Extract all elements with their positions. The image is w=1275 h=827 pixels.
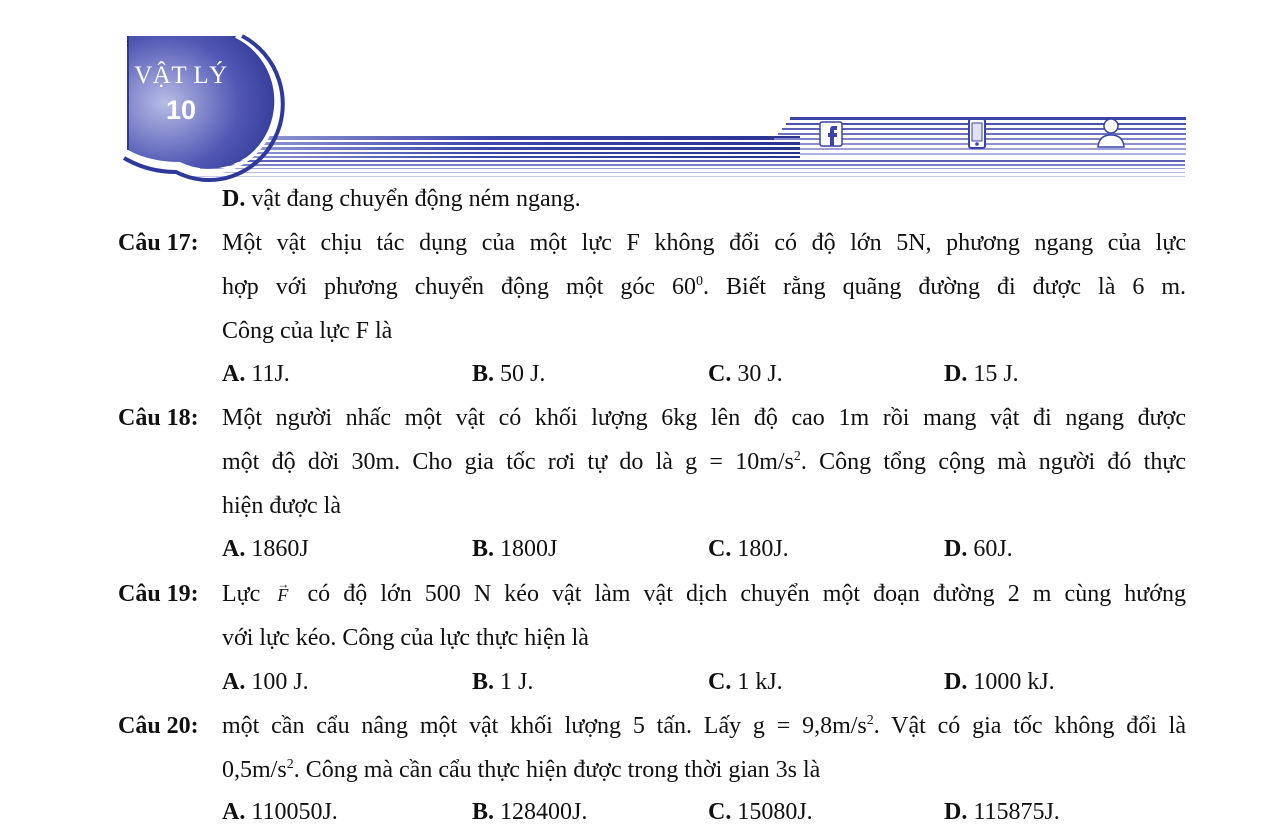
question-17-line-1: Một vật chịu tác dụng của một lực F không đổi có độ lớn 5N, phương ngang của lực	[222, 230, 1186, 256]
question-19-label: Câu 19:	[118, 581, 199, 607]
question-19-option-c[interactable]: C. 1 kJ.	[708, 669, 783, 695]
question-17-line-2: hợp với phương chuyển động một góc $60^0$. Biết rằng quãng đường đi được là 6 m.	[222, 274, 1187, 300]
option-letter: D.	[222, 186, 246, 212]
question-18-line-2: một độ dời 30m. Cho gia tốc rơi tự do là $g = 10m/s^2$. Công tổng cộng mà người đó thực	[222, 449, 1186, 475]
question-18-option-d[interactable]: D. 60J.	[944, 536, 1013, 562]
question-17-line-3: Công của lực F là	[222, 318, 393, 344]
force-vector-symbol: → F	[277, 580, 288, 610]
svg-text::: :	[126, 35, 130, 49]
grade-number: 10	[165, 95, 197, 125]
question-20-option-d[interactable]: D. 115875J.	[944, 799, 1060, 825]
previous-option-d	[222, 184, 581, 214]
header-banner	[0, 0, 1275, 185]
question-19-line-2: với lực kéo. Công của lực thực hiện là	[222, 625, 589, 651]
question-20-option-a[interactable]: A. 110050J.	[222, 799, 338, 825]
question-17-label: Câu 17:	[118, 230, 199, 256]
subject-title: VẬT LÝ	[134, 62, 228, 89]
question-20-line-1: một cần cẩu nâng một vật khối lượng 5 tấn. Lấy $g = 9,8m/s^2$. Vật có gia tốc không đổi là	[222, 713, 1187, 739]
question-18-option-a[interactable]: A. 1860J	[222, 536, 309, 562]
facebook-icon[interactable]	[819, 121, 843, 147]
question-20-line-2: $0,5m/s^2$. Công mà cần cẩu thực hiện được trong thời gian 3s là	[222, 757, 821, 783]
user-icon[interactable]	[1095, 117, 1127, 149]
question-17-option-b[interactable]: B. 50 J.	[472, 361, 546, 387]
option-text: vật đang chuyển động ném ngang.	[251, 186, 581, 212]
question-17-option-d[interactable]: D. 15 J.	[944, 361, 1019, 387]
question-18-option-c[interactable]: C. 180J.	[708, 536, 789, 562]
question-17-option-a[interactable]: A. 11J.	[222, 361, 290, 387]
question-19-option-a[interactable]: A. 100 J.	[222, 669, 309, 695]
phone-icon[interactable]	[967, 118, 987, 150]
question-17-option-c[interactable]: C. 30 J.	[708, 361, 783, 387]
question-18-label: Câu 18:	[118, 405, 199, 431]
question-20-option-c[interactable]: C. 15080J.	[708, 799, 813, 825]
question-19-line-1: Lực → F có độ lớn 500 N kéo vật làm vật dịch chuyển một đoạn đường 2 m cùng hướng	[222, 579, 1186, 610]
question-19-option-d[interactable]: D. 1000 kJ.	[944, 669, 1055, 695]
question-18-line-1: Một người nhấc một vật có khối lượng 6kg lên độ cao 1m rồi mang vật đi ngang được	[222, 405, 1186, 431]
page-header	[0, 0, 1275, 185]
question-19-option-b[interactable]: B. 1 J.	[472, 669, 534, 695]
question-20-label: Câu 20:	[118, 713, 199, 739]
question-20-option-b[interactable]: B. 128400J.	[472, 799, 588, 825]
question-18-line-3: hiện được là	[222, 493, 341, 519]
question-18-option-b[interactable]: B. 1800J	[472, 536, 558, 562]
